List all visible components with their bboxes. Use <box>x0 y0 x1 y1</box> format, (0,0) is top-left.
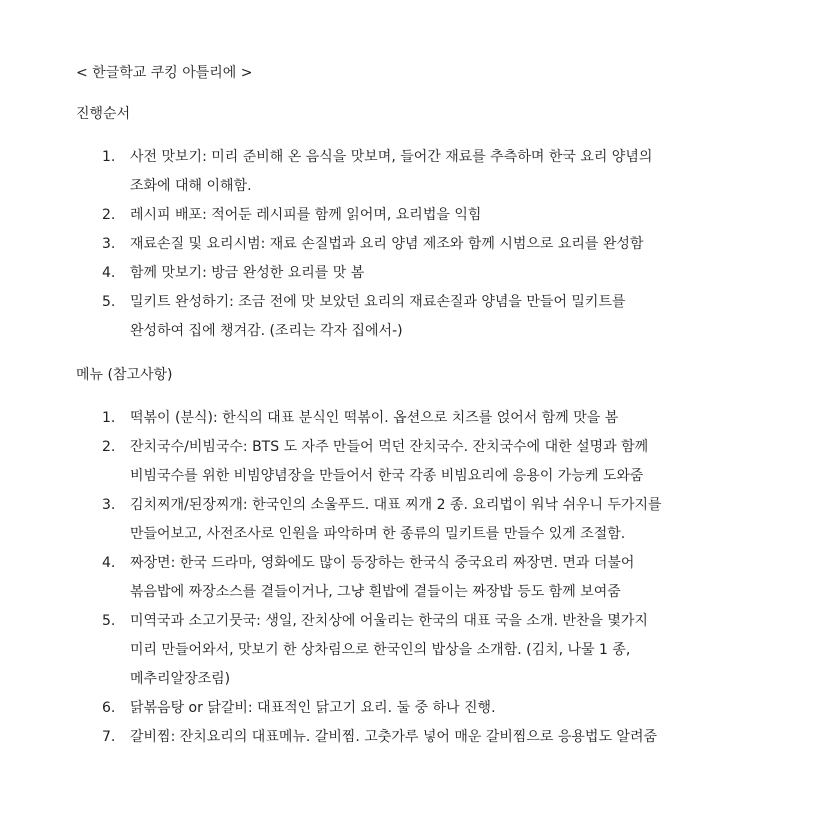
list-number: 4. <box>102 555 116 571</box>
process-list <box>0 143 828 346</box>
list-item-text: 사전 맛보기: 미리 준비해 온 음식을 맛보며, 들어간 재료를 추측하며 한국 요리 양념의 <box>130 149 653 165</box>
menu-item-5 <box>0 607 828 694</box>
list-item-text: 짜장면: 한국 드라마, 영화에도 많이 등장하는 한국식 중국요리 짜장면. 면과 더불어 <box>130 555 635 571</box>
list-number: 5. <box>102 294 116 310</box>
list-number: 2. <box>102 439 116 455</box>
list-item-text: 갈비찜: 잔치요리의 대표메뉴. 갈비찜. 고춧가루 넣어 매운 갈비찜으로 응용법도 알려줌 <box>130 729 658 745</box>
list-item-text: 만들어보고, 사전조사로 인원을 파악하며 한 종류의 밀키트를 만들수 있게 조절함. <box>130 526 626 542</box>
process-item-5 <box>0 288 828 346</box>
list-number: 4. <box>102 265 116 281</box>
list-item-text: 완성하여 집에 챙겨감. (조리는 각자 집에서-) <box>130 323 403 339</box>
document-title: < 한글학교 쿠킹 아틀리에 > <box>76 65 253 81</box>
list-number: 6. <box>102 700 116 716</box>
list-number: 2. <box>102 207 116 223</box>
menu-item-1 <box>0 404 828 433</box>
list-item-text: 닭볶음탕 or 닭갈비: 대표적인 닭고기 요리. 둘 중 하나 진행. <box>130 700 496 716</box>
process-item-1 <box>0 143 828 201</box>
list-number: 1. <box>102 410 116 426</box>
process-item-4 <box>0 259 828 288</box>
list-number: 3. <box>102 236 116 252</box>
menu-item-6 <box>0 694 828 723</box>
list-item-text: 함께 맛보기: 방금 완성한 요리를 맛 봄 <box>130 265 365 281</box>
process-item-2 <box>0 201 828 230</box>
list-item-text: 잔치국수/비빔국수: BTS 도 자주 만들어 먹던 잔치국수. 잔치국수에 대한 설명과 함께 <box>130 439 649 455</box>
list-item-text: 비빔국수를 위한 비빔양념장을 만들어서 한국 각종 비빔요리에 응용이 가능케 도와줌 <box>130 468 644 484</box>
list-number: 5. <box>102 613 116 629</box>
menu-item-2 <box>0 433 828 491</box>
list-item-text: 미역국과 소고기뭇국: 생일, 잔치상에 어울리는 한국의 대표 국을 소개. 반찬을 몇가지 <box>130 613 648 629</box>
list-item-text: 밀키트 완성하기: 조금 전에 맛 보았던 요리의 재료손질과 양념을 만들어 밀키트를 <box>130 294 626 310</box>
list-item-text: 떡볶이 (분식): 한식의 대표 분식인 떡볶이. 옵션으로 치즈를 얹어서 함께 맛을 봄 <box>130 410 619 426</box>
menu-item-3 <box>0 491 828 549</box>
process-item-3 <box>0 230 828 259</box>
menu-item-4 <box>0 549 828 607</box>
menu-item-7 <box>0 723 828 752</box>
menu-list <box>0 404 828 752</box>
list-number: 7. <box>102 729 116 745</box>
list-number: 1. <box>102 149 116 165</box>
list-item-text: 재료손질 및 요리시범: 재료 손질법과 요리 양념 제조와 함께 시범으로 요리를 완성함 <box>130 236 644 252</box>
list-item-text: 미리 만들어와서, 맛보기 한 상차림으로 한국인의 밥상을 소개함. (김치, 나물 1 종, <box>130 642 631 658</box>
menu-heading: 메뉴 (참고사항) <box>76 367 173 383</box>
list-item-text: 레시피 배포: 적어둔 레시피를 함께 읽어며, 요리법을 익힘 <box>130 207 482 223</box>
list-item-text: 김치찌개/된장찌개: 한국인의 소울푸드. 대표 찌개 2 종. 요리법이 워낙 쉬우니 두가지를 <box>130 497 662 513</box>
process-heading: 진행순서 <box>76 106 131 122</box>
list-number: 3. <box>102 497 116 513</box>
list-item-text: 조화에 대해 이해함. <box>130 178 252 194</box>
list-item-text: 메추리알장조림) <box>130 671 231 687</box>
list-item-text: 볶음밥에 짜장소스를 곁들이거나, 그냥 흰밥에 곁들이는 짜장밥 등도 함께 보여줌 <box>130 584 621 600</box>
